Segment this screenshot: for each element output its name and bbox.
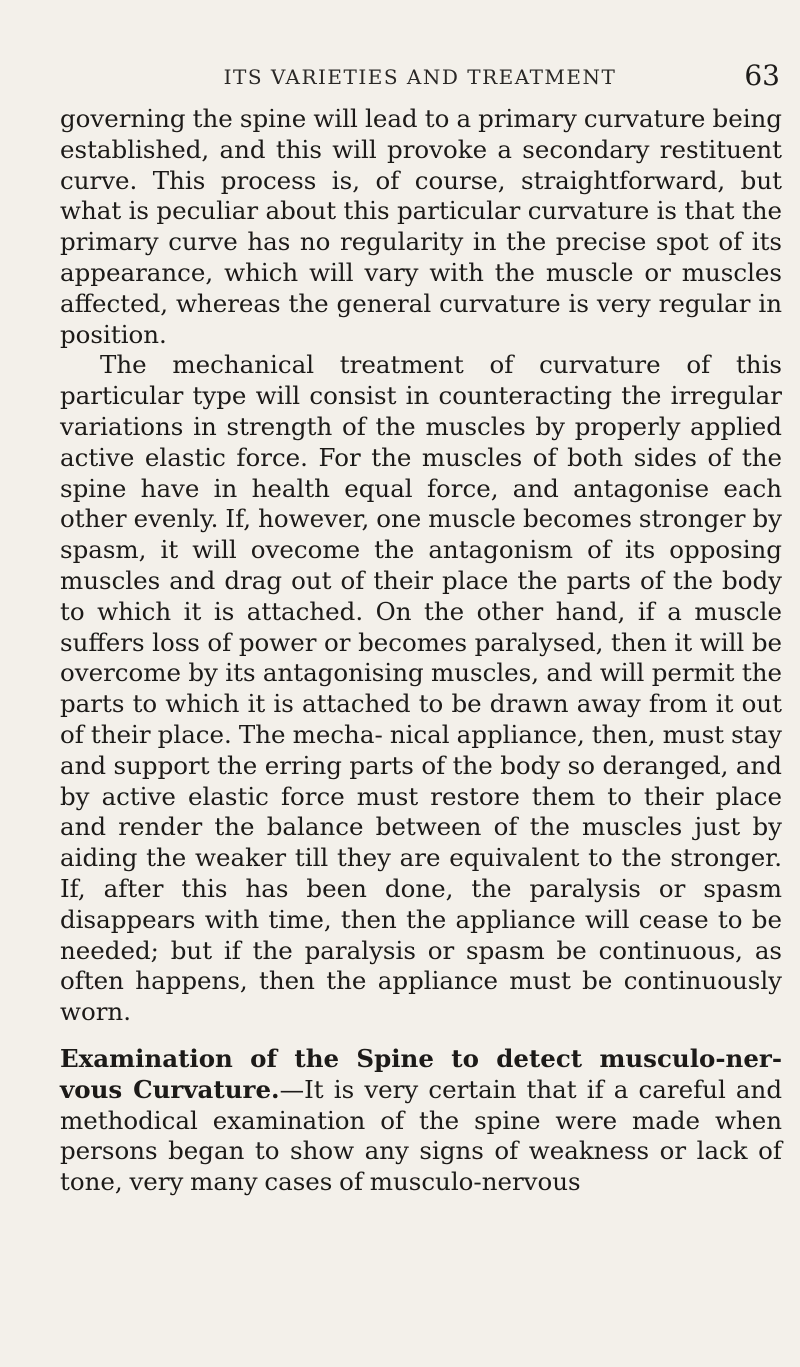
- body-text: [60, 104, 782, 1198]
- section-heading: Examination of the Spine to detect musculo-ner- vous Curvature.: [60, 1043, 782, 1104]
- page-number: 63: [744, 59, 780, 92]
- paragraph-continued: governing the spine will lead to a primary curvature being established, and this will provoke a secondary restituent curve. This process is, of course, straightforward, but what is peculiar about this particular curvature is that the primary curve has no regularity in the precise spot of its appearance, which will vary with the muscle or muscles affected, whereas the general curvature is very regular in position.: [60, 104, 782, 349]
- running-head: [60, 59, 780, 92]
- section-text: —It is very certain that if a careful and methodical examination of the spine were made when persons began to show any signs of weakness or lack of tone, very many cases of musculo-nervous: [60, 1074, 782, 1197]
- section-examination: [60, 1044, 782, 1198]
- paragraph-mechanical-treatment: The mechanical treatment of curvature of this particular type will consist in counteracting the irregular variations in strength of the muscles by properly applied active elastic force. For the muscles of both sides of the spine have in health equal force, and antagonise each other evenly. If, however, one muscle becomes stronger by spasm, it will ovecome the antagonism of its opposing muscles and drag out of their place the parts of the body to which it is attached. On the other hand, if a muscle suffers loss of power or becomes paralysed, then it will be overcome by its antagonising muscles, and will permit the parts to which it is attached to be drawn away from it out of their place. The mecha- nical appliance, then, must stay and support the erring parts of the body so deranged, and by active elastic force must restore them to their place and render the balance between of the muscles just by aiding the weaker till they are equivalent to the stronger. If, after this has been done, the paralysis or spasm disappears with time, then the appliance will cease to be needed; but if the paralysis or spasm be continuous, as often happens, then the appliance must be continuously worn.: [60, 350, 782, 1027]
- running-title: ITS VARIETIES AND TREATMENT: [223, 65, 617, 89]
